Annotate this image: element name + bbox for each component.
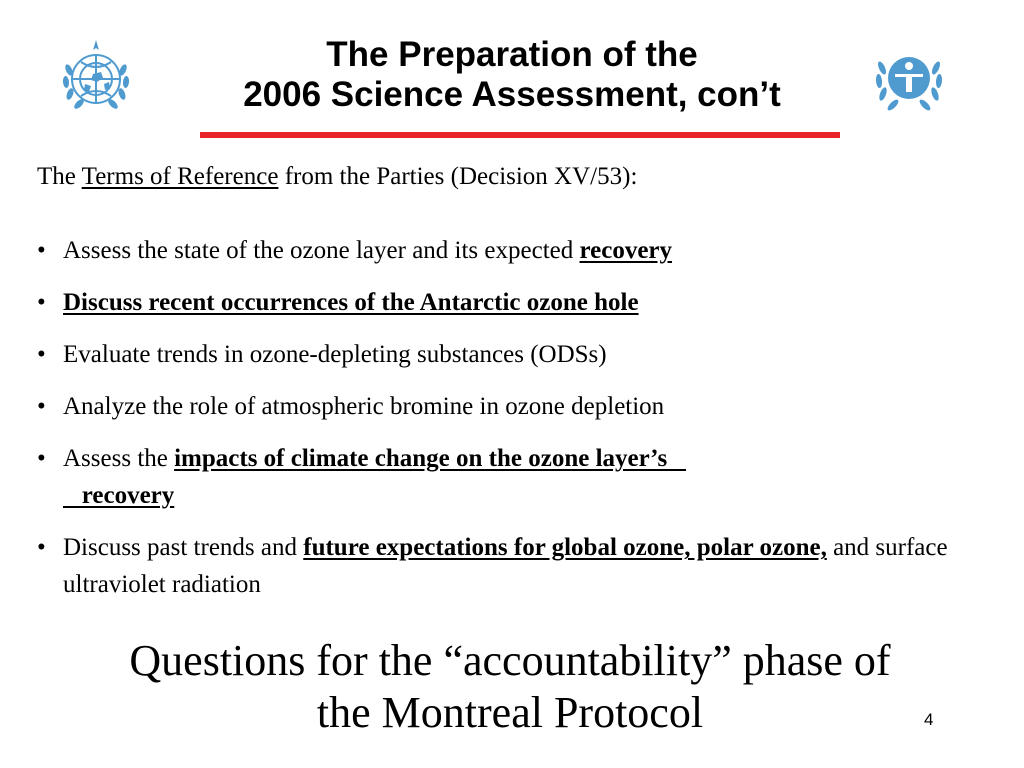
list-item [37,284,957,321]
bullet-icon: • [37,289,46,316]
list-item [37,336,957,373]
bullet-emphasis: recovery [579,237,673,264]
bullet-text: Assess the [63,445,175,472]
bullet-icon: • [37,534,46,561]
bullet-text: Discuss past trends and [63,534,304,561]
title-underline-rule [200,132,840,138]
intro-prefix: The [37,163,82,190]
bullet-list [37,232,957,618]
accountability-question [40,635,980,739]
title-line-2: 2006 Science Assessment, con’t [243,75,781,114]
intro-suffix: from the Parties (Decision XV/53): [278,163,638,190]
list-item [37,529,957,603]
title-line-1: The Preparation of the [326,35,698,74]
bullet-emphasis: impacts of climate change on the ozone layer’s [174,445,687,472]
list-item [37,232,957,269]
list-item [37,440,957,514]
bullet-emphasis: Discuss recent occurrences of the Antarctic ozone hole [63,289,639,316]
bullet-icon: • [37,445,46,472]
question-line-1: Questions for the “accountability” phase of [129,636,891,685]
bullet-icon: • [37,237,46,264]
bullet-emphasis: future expectations for global ozone, polar ozone, [303,534,827,561]
bullet-tail: and surface ultraviolet radiation [63,534,948,598]
bullet-icon: • [37,393,46,420]
bullet-text: Analyze the role of atmospheric bromine in ozone depletion [63,393,665,420]
bullet-text: Assess the state of the ozone layer and its expected [63,237,580,264]
bullet-icon: • [37,341,46,368]
question-line-2: the Montreal Protocol [316,688,704,737]
wmo-emblem-icon [55,38,137,120]
bullet-text: Evaluate trends in ozone-depleting substances (ODSs) [63,341,607,368]
list-item [37,388,957,425]
slide-title [150,35,874,115]
page-number: 4 [924,710,934,729]
intro-line [37,158,637,195]
terms-of-reference-text: Terms of Reference [81,163,279,190]
bullet-emphasis-continued: recovery [63,482,175,509]
unep-emblem-icon [868,38,950,120]
